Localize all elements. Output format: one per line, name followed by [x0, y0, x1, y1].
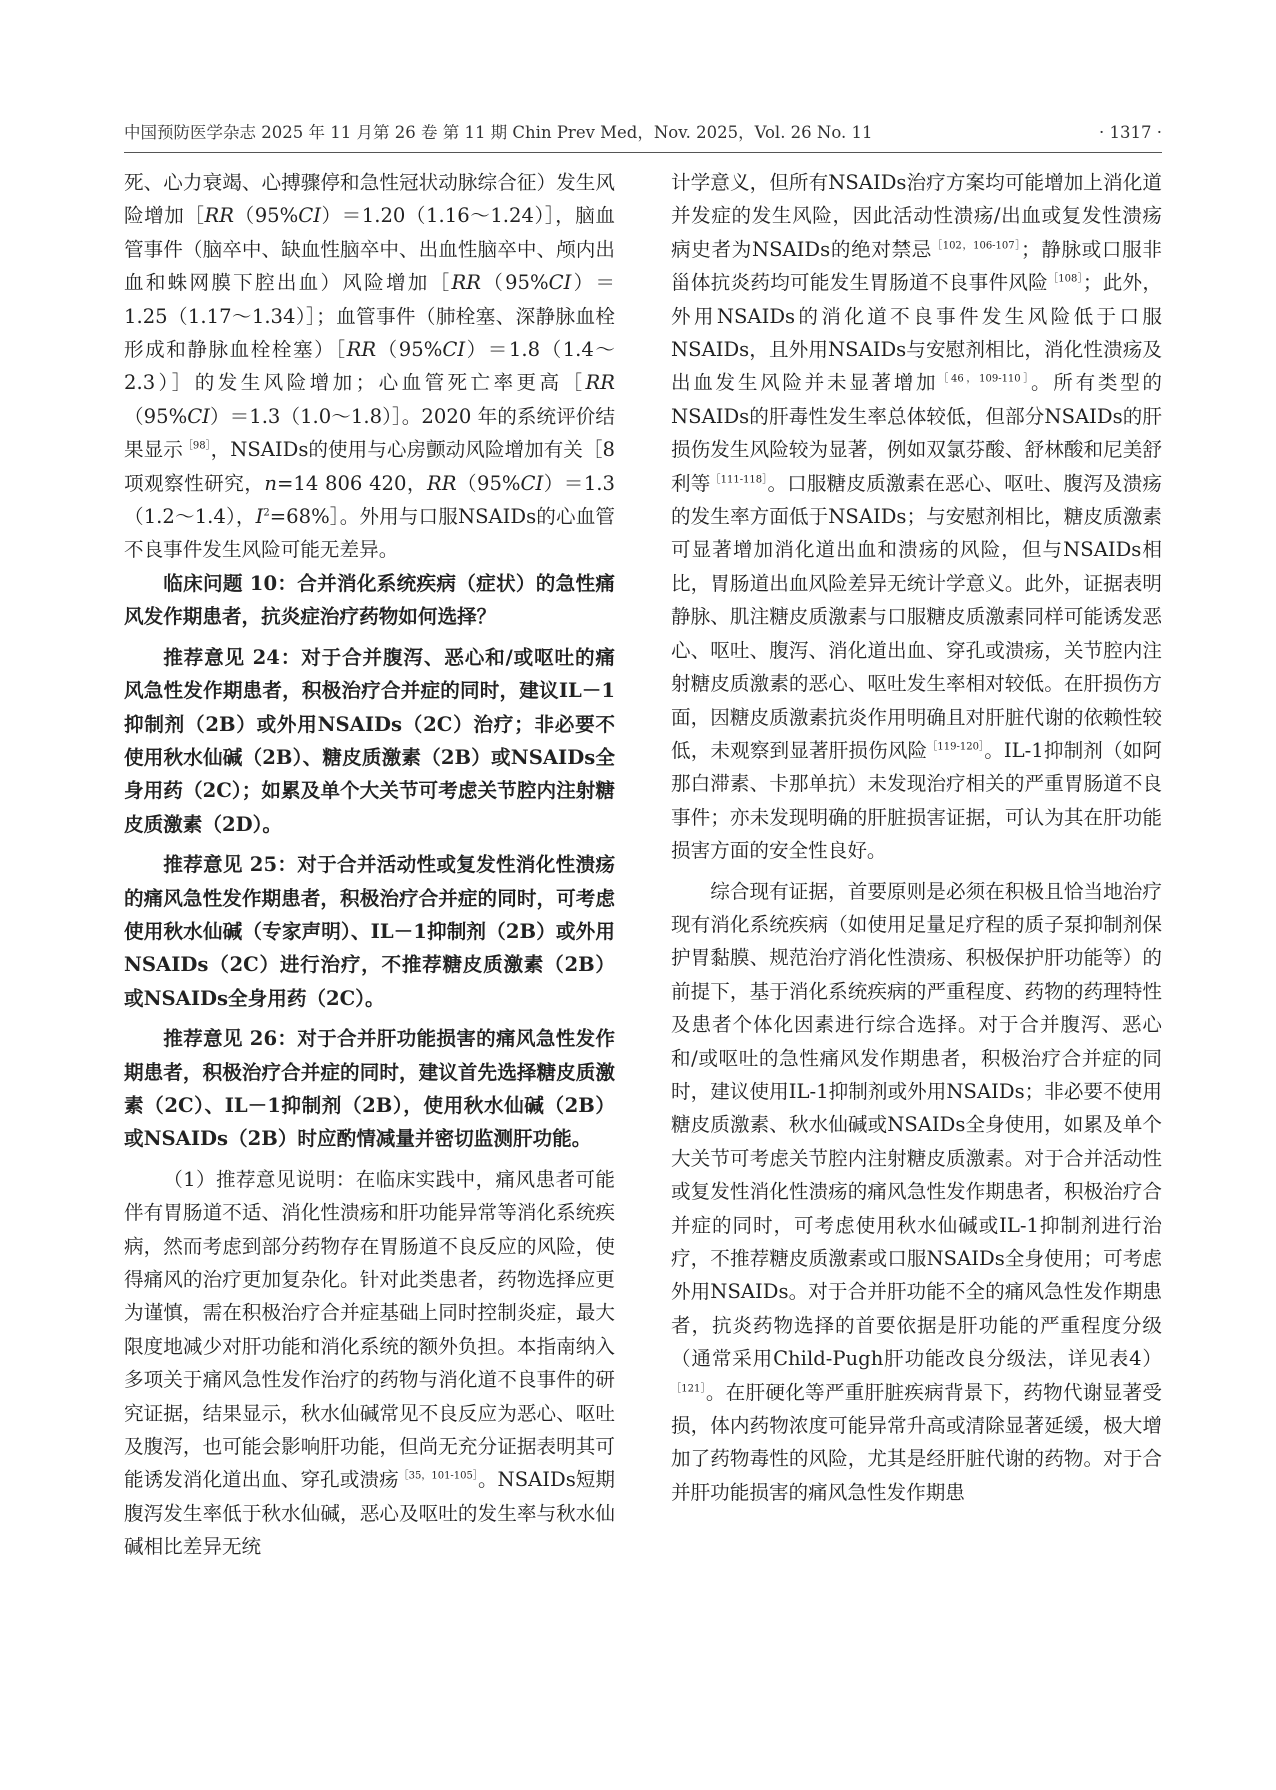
paragraph-evidence-summary: 综合现有证据，首要原则是必须在积极且恰当地治疗现有消化系统疾病（如使用足量足疗程的质子泵抑制剂保护胃黏膜、规范治疗消化性溃疡、积极保护肝功能等）的前提下，基于消化系统疾病的严重程度、药物的药理特性及患者个体化因素进行综合选择。对于合并腹泻、恶心和/或呕吐的急性痛风发作期患者，积极治疗合并症的同时，建议使用IL-1抑制剂或外用NSAIDs；非必要不使用糖皮质激素、秋水仙碱或NSAIDs全身使用，如累及单个大关节可考虑关节腔内注射糖皮质激素。对于合并活动性或复发性消化性溃疡的痛风急性发作期患者，积极治疗合并症的同时，可考虑使用秋水仙碱或IL-1抑制剂进行治疗，不推荐糖皮质激素或口服NSAIDs全身使用；可考虑外用NSAIDs。对于合并肝功能不全的痛风急性发作期患者，抗炎药物选择的首要依据是肝功能的严重程度分级（通常采用Child-Pugh肝功能改良分级法，详见表4）$^{[121]}$。在肝硬化等严重肝脏疾病背景下，药物代谢显著受损，体内药物浓度可能异常升高或清除显著延缓，极大增加了药物毒性的风险，尤其是经肝脏代谢的药物。对于合并肝功能损害的痛风急性发作期患: [671, 879, 1162, 1504]
citation: ［111-118］: [710, 474, 768, 486]
header-rule: [124, 152, 1162, 153]
right-column: [671, 166, 1162, 1509]
citation: ［46，109-110］: [938, 373, 1032, 385]
citation: ［98］: [182, 440, 211, 452]
citation: ［108］: [1048, 273, 1083, 285]
paragraph-cardiovascular-risk: 死、心力衰竭、心搏骤停和急性冠状动脉综合征）发生风险增加［RR（95%CI）＝1.20（1.16～1.24）］，脑血管事件（脑卒中、缺血性脑卒中、出血性脑卒中、颅内出血和蛛网膜下腔出血）风险增加［RR（95%CI）＝1.25（1.17～1.34）］；血管事件（肺栓塞、深静脉血栓形成和静脉血栓栓塞）［RR（95%CI）＝1.8（1.4～2.3）］的发生风险增加；心血管死亡率更高［RR（95%CI）＝1.3（1.0～1.8）］。2020 年的系统评价结果显示$^{[98]}$，NSAIDs的使用与心房颤动风险增加有关［8项观察性研究，n=14 806 420，RR（95%CI）＝1.3（1.2～1.4），$I^2=68\%]$。外用与口服NSAIDs的心血管不良事件发生风险可能无差异。: [124, 171, 616, 562]
citation: ［102，106-107］: [932, 240, 1021, 252]
left-column: [124, 166, 615, 1564]
page-number: · 1317 ·: [1099, 123, 1162, 142]
paragraph-drug-gi-events: 计学意义，但所有NSAIDs治疗方案均可能增加上消化道并发症的发生风险，因此活动性溃疡/出血或复发性溃疡病史者为NSAIDs的绝对禁忌$^{[102,106-107]}$；静脉或口服非甾体抗炎药均可能发生胃肠道不良事件风险$^{[108]}$；此外，外用NSAIDs的消化道不良事件发生风险低于口服NSAIDs，且外用NSAIDs与安慰剂相比，消化性溃疡及出血发生风险并未显著增加$^{[46,109-110]}$。所有类型的NSAIDs的肝毒性发生率总体较低，但部分NSAIDs的肝损伤发生风险较为显著，例如双氯芬酸、舒林酸和尼美舒利等$^{[111-118]}$。口服糖皮质激素在恶心、呕吐、腹泻及溃疡的发生率方面低于NSAIDs；与安慰剂相比，糖皮质激素可显著增加消化道出血和溃疡的风险，但与NSAIDs相比，胃肠道出血风险差异无统计学意义。此外，证据表明静脉、肌注糖皮质激素与口服糖皮质激素同样可能诱发恶心、呕吐、腹泻、消化道出血、穿孔或溃疡，关节腔内注射糖皮质激素的恶心、呕吐发生率相对较低。在肝损伤方面，因糖皮质激素抗炎作用明确且对肝脏代谢的依赖性较低，未观察到显著肝损伤风险$^{[119-120]}$。IL-1抑制剂（如阿那白滞素、卡那单抗）未发现治疗相关的严重胃肠道不良事件；亦未发现明确的肝脏损害证据，可认为其在肝功能损害方面的安全性良好。: [671, 171, 1163, 863]
journal-citation: 中国预防医学杂志 2025 年 11 月第 26 卷 第 11 期 Chin Prev Med，Nov. 2025，Vol. 26 No. 11: [124, 123, 873, 142]
citation: ［35，101-105］: [398, 1470, 478, 1482]
recommendation-25: 推荐意见 25：对于合并活动性或复发性消化性溃疡的痛风急性发作期患者，积极治疗合并症的同时，可考虑使用秋水仙碱（专家声明）、IL－1抑制剂（2B）或外用NSAIDs（2C）进行治疗，不推荐糖皮质激素（2B）或NSAIDs全身用药（2C）。: [124, 853, 615, 1010]
clinical-question-10: 临床问题 10：合并消化系统疾病（症状）的急性痛风发作期患者，抗炎症治疗药物如何选择？: [124, 571, 615, 629]
recommendation-24: 推荐意见 24：对于合并腹泻、恶心和/或呕吐的痛风急性发作期患者，积极治疗合并症的同时，建议IL－1抑制剂（2B）或外用NSAIDs（2C）治疗；非必要不使用秋水仙碱（2B）、糖皮质激素（2B）或NSAIDs全身用药（2C）；如累及单个大关节可考虑关节腔内注射糖皮质激素（2D）。: [124, 645, 615, 836]
citation: ［119-120］: [927, 741, 985, 753]
running-header: [124, 118, 1162, 148]
paragraph-recommendation-explanation: （1）推荐意见说明：在临床实践中，痛风患者可能伴有胃肠道不适、消化性溃疡和肝功能异常等消化系统疾病，然而考虑到部分药物存在胃肠道不良反应的风险，使得痛风的治疗更加复杂化。针对此类患者，药物选择应更为谨慎，需在积极治疗合并症基础上同时控制炎症，最大限度地减少对肝功能和消化系统的额外负担。本指南纳入多项关于痛风急性发作治疗的药物与消化道不良事件的研究证据，结果显示，秋水仙碱常见不良反应为恶心、呕吐及腹泻，也可能会影响肝功能，但尚无充分证据表明其可能诱发消化道出血、穿孔或溃疡$^{[35,101-105]}$。NSAIDs短期腹泻发生率低于秋水仙碱，恶心及呕吐的发生率与秋水仙碱相比差异无统: [124, 1167, 615, 1559]
recommendation-26: 推荐意见 26：对于合并肝功能损害的痛风急性发作期患者，积极治疗合并症的同时，建议首先选择糖皮质激素（2C）、IL－1抑制剂（2B），使用秋水仙碱（2B）或NSAIDs（2B）时应酌情减量并密切监测肝功能。: [124, 1027, 615, 1151]
citation: ［121］: [671, 1383, 706, 1395]
